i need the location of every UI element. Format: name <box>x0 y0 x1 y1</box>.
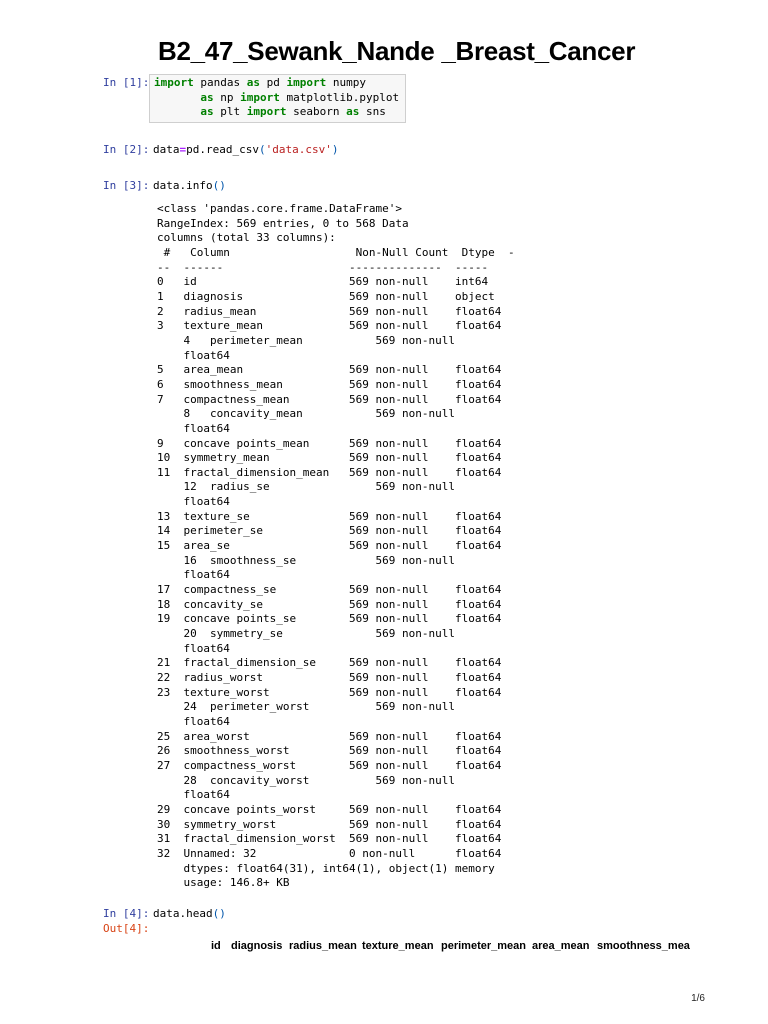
info-row: 20 symmetry_se 569 non-null <box>157 627 456 641</box>
info-footer-line: usage: 146.8+ KB <box>157 876 290 890</box>
info-header-line: columns (total 33 columns): <box>157 231 336 245</box>
info-row: 32 Unnamed: 32 0 non-null float64 <box>157 846 502 860</box>
info-row: 7 compactness_mean 569 non-null float64 <box>157 392 502 406</box>
cell-1-prompt: In [1]: <box>103 76 150 89</box>
info-row: float64 <box>157 714 230 728</box>
df-column-header: diagnosis <box>231 940 283 952</box>
info-row: 18 concavity_se 569 non-null float64 <box>157 597 502 611</box>
cell-2-input[interactable]: data=pd.read_csv('data.csv') <box>153 143 339 156</box>
info-row: 12 radius_se 569 non-null <box>157 480 456 494</box>
code-line-2: as np import matplotlib.pyplot <box>200 90 400 104</box>
cell-4-out-prompt: Out[4]: <box>103 922 150 935</box>
info-header-line: RangeIndex: 569 entries, 0 to 568 Data <box>157 216 409 230</box>
info-row: 5 area_mean 569 non-null float64 <box>157 363 502 377</box>
info-row: 19 concave points_se 569 non-null float64 <box>157 612 502 626</box>
code-line-3: as plt import seaborn as sns <box>200 105 386 119</box>
info-header-line: -- ------ -------------- ----- <box>157 260 489 274</box>
info-row: 11 fractal_dimension_mean 569 non-null float64 <box>157 465 502 479</box>
df-column-header: id <box>211 940 221 952</box>
info-row: float64 <box>157 568 230 582</box>
df-column-header: radius_mean <box>289 940 357 952</box>
info-row: 22 radius_worst 569 non-null float64 <box>157 671 502 684</box>
info-row: 6 smoothness_mean 569 non-null float64 <box>157 377 502 391</box>
info-row: 10 symmetry_mean 569 non-null float64 <box>157 451 502 465</box>
info-row: 13 texture_se 569 non-null float64 <box>157 509 502 523</box>
info-row: 23 texture_worst 569 non-null float64 <box>157 685 502 699</box>
info-row: 0 id 569 non-null int64 <box>157 275 489 289</box>
code-line-1: import pandas as pd import numpy <box>154 76 366 89</box>
info-row: 16 smoothness_se 569 non-null <box>157 553 456 567</box>
info-header-line: # Column Non-Null Count Dtype - <box>157 245 515 259</box>
info-row: 8 concavity_mean 569 non-null <box>157 407 456 421</box>
cell-3-input[interactable]: data.info() <box>153 179 226 192</box>
info-row: float64 <box>157 348 230 362</box>
info-row: 14 perimeter_se 569 non-null float64 <box>157 524 502 538</box>
info-row: 25 area_worst 569 non-null float64 <box>157 729 502 743</box>
info-row: 4 perimeter_mean 569 non-null <box>157 333 456 347</box>
info-row: float64 <box>157 495 230 509</box>
cell-1-input[interactable] <box>149 74 406 123</box>
info-row: 24 perimeter_worst 569 non-null <box>157 700 456 714</box>
info-row: 21 fractal_dimension_se 569 non-null float64 <box>157 656 502 670</box>
df-column-header: texture_mean <box>362 940 434 952</box>
info-header-line: <class 'pandas.core.frame.DataFrame'> <box>157 202 403 215</box>
info-row: 30 symmetry_worst 569 non-null float64 <box>157 817 502 831</box>
info-row: 31 fractal_dimension_worst 569 non-null float64 <box>157 832 502 846</box>
info-footer-line: dtypes: float64(31), int64(1), object(1) memory <box>157 861 495 875</box>
info-row: 15 area_se 569 non-null float64 <box>157 539 502 553</box>
info-row: float64 <box>157 421 230 435</box>
info-row: 27 compactness_worst 569 non-null float64 <box>157 758 502 772</box>
info-row: 26 smoothness_worst 569 non-null float64 <box>157 744 502 758</box>
info-row: 3 texture_mean 569 non-null float64 <box>157 319 502 333</box>
df-column-header: perimeter_mean <box>441 940 526 952</box>
info-row: float64 <box>157 641 230 655</box>
info-row: 28 concavity_worst 569 non-null <box>157 773 456 787</box>
info-row: 1 diagnosis 569 non-null object <box>157 289 495 303</box>
info-row: float64 <box>157 788 230 802</box>
df-column-header: area_mean <box>532 940 590 952</box>
info-row: 2 radius_mean 569 non-null float64 <box>157 304 502 318</box>
info-row: 9 concave points_mean 569 non-null float64 <box>157 436 502 450</box>
cell-3-prompt: In [3]: <box>103 179 150 192</box>
cell-4-input[interactable]: data.head() <box>153 907 226 920</box>
info-row: 17 compactness_se 569 non-null float64 <box>157 583 502 597</box>
df-column-header: smoothness_mea <box>597 940 690 952</box>
page-number: 1/6 <box>691 993 705 1004</box>
page-title: B2_47_Sewank_Nande _Breast_Cancer <box>158 36 636 66</box>
info-output <box>157 202 515 891</box>
cell-2-prompt: In [2]: <box>103 143 150 156</box>
info-row: 29 concave points_worst 569 non-null float64 <box>157 802 502 816</box>
cell-4-prompt: In [4]: <box>103 907 150 920</box>
